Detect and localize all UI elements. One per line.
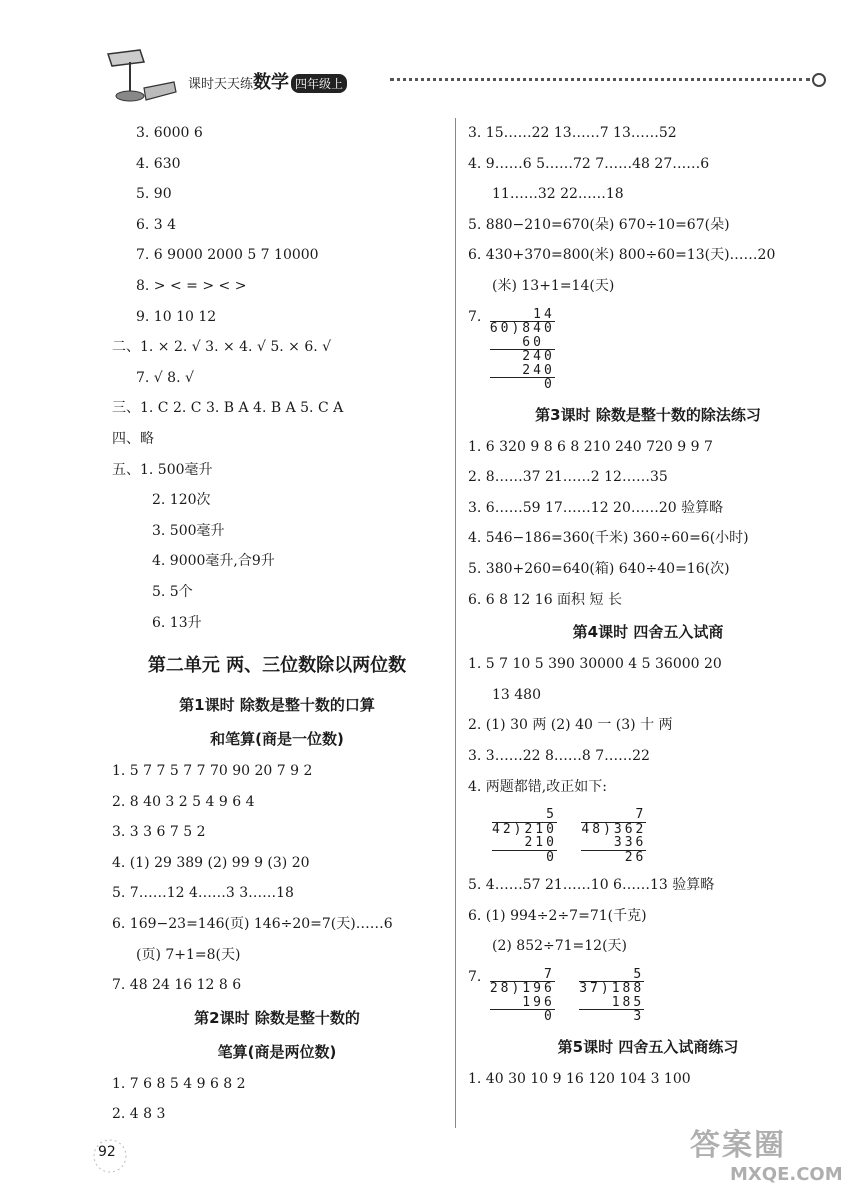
watermark-title: 答案圈 bbox=[690, 1128, 786, 1163]
remainder-line: 0 bbox=[489, 377, 555, 393]
quotient-line: 7 bbox=[489, 966, 555, 982]
long-division bbox=[581, 808, 646, 864]
lesson3-answers bbox=[468, 432, 828, 616]
remainder-line: 26 bbox=[581, 849, 647, 865]
long-division bbox=[579, 968, 644, 1024]
answer-row: 7. 6 9000 2000 5 7 10000 bbox=[136, 247, 319, 264]
long-division bbox=[492, 808, 557, 864]
answer-row: 5. 7……12 4……3 3……18 bbox=[112, 885, 294, 902]
dividend-line: 37)188 bbox=[579, 981, 645, 997]
answer-row: (2) 852÷71=12(天) bbox=[492, 938, 628, 955]
dividend-line: 60)840 bbox=[489, 321, 555, 337]
header-dotted-rule bbox=[390, 78, 810, 81]
long-division bbox=[490, 968, 555, 1024]
lesson-title: 第3课时 除数是整十数的除法练习 bbox=[535, 405, 761, 424]
page-header bbox=[100, 40, 820, 110]
answer-row: 7. 48 24 16 12 8 6 bbox=[112, 977, 242, 994]
lesson-title: 笔算(商是两位数) bbox=[217, 1042, 337, 1061]
unit-title: 第二单元 两、三位数除以两位数 bbox=[147, 655, 407, 677]
answer-row: 四、略 bbox=[112, 430, 154, 447]
answer-list-a bbox=[112, 118, 442, 332]
answer-row: 2. (1) 30 两 (2) 40 一 (3) 十 两 bbox=[468, 717, 673, 734]
division-step: 240 bbox=[489, 362, 555, 378]
answer-row: 4. (1) 29 389 (2) 99 9 (3) 20 bbox=[112, 854, 310, 871]
answer-row: 6. 3 4 bbox=[136, 216, 177, 233]
quotient-line: 5 bbox=[579, 966, 645, 982]
dividend-line: 48)362 bbox=[581, 821, 647, 837]
lesson5-answers bbox=[468, 1064, 828, 1095]
division-step: 336 bbox=[581, 835, 647, 851]
answer-row: 3. 3 3 6 7 5 2 bbox=[112, 824, 206, 841]
answer-row: (米) 13+1=14(天) bbox=[492, 277, 615, 294]
answer-row: 1. 5 7 10 5 390 30000 4 5 36000 20 bbox=[468, 656, 722, 673]
answer-row: 4. 两题都错,改正如下: bbox=[468, 778, 607, 795]
dividend-line: 42)210 bbox=[492, 821, 557, 837]
answer-row: 二、1. × 2. √ 3. × 4. √ 5. × 6. √ bbox=[112, 339, 332, 356]
answer-row: 5. 5个 bbox=[152, 583, 193, 600]
answer-row: 1. 40 30 10 9 16 120 104 3 100 bbox=[468, 1070, 691, 1087]
answer-row: 3. 3……22 8……8 7……22 bbox=[468, 747, 650, 764]
book-lamp-logo-icon bbox=[100, 48, 180, 108]
answer-row: 2. 8……37 21……2 12……35 bbox=[468, 469, 668, 486]
item-label: 7. bbox=[468, 968, 482, 985]
division-step: 196 bbox=[489, 994, 555, 1010]
long-division-7-pair bbox=[468, 962, 828, 1030]
lesson-title: 第4课时 四舍五入试商 bbox=[572, 623, 724, 642]
page-number: 92 bbox=[98, 1144, 116, 1160]
answer-row: 3. 6……59 17……12 20……20 验算略 bbox=[468, 499, 724, 516]
remainder-line: 3 bbox=[579, 1009, 645, 1025]
answer-row: 9. 10 10 12 bbox=[136, 308, 217, 325]
answer-row: 2. 4 8 3 bbox=[112, 1106, 166, 1123]
answer-row: 11……32 22……18 bbox=[492, 186, 624, 203]
answer-row: 4. 9000毫升,合9升 bbox=[152, 553, 275, 570]
answer-row: 2. 8 40 3 2 5 4 9 6 4 bbox=[112, 793, 255, 810]
answer-row: 3. 6000 6 bbox=[136, 125, 203, 141]
header-title bbox=[188, 68, 347, 94]
watermark-url: MXQE.COM bbox=[730, 1164, 843, 1185]
answer-row: 5. 380+260=640(箱) 640÷40=16(次) bbox=[468, 560, 730, 577]
answer-row: 7. √ 8. √ bbox=[136, 369, 194, 386]
answer-row: 5. 4……57 21……10 6……13 验算略 bbox=[468, 877, 715, 894]
lesson4-answers bbox=[468, 649, 828, 802]
remainder-line: 0 bbox=[489, 1009, 555, 1025]
answer-row: 三、1. C 2. C 3. B A 4. B A 5. C A bbox=[112, 400, 344, 417]
division-step: 240 bbox=[489, 349, 555, 365]
answer-row: 3. 15……22 13……7 13……52 bbox=[468, 125, 677, 141]
answer-list-b bbox=[112, 332, 442, 485]
answer-row: 6. 430+370=800(米) 800÷60=13(天)……20 bbox=[468, 247, 776, 264]
column-divider bbox=[455, 118, 456, 1128]
header-title-prefix: 课时天天练 bbox=[188, 77, 254, 92]
answer-row: 8. > < = > < > bbox=[136, 277, 247, 294]
answer-row: 6. 6 8 12 16 面积 短 长 bbox=[468, 591, 622, 608]
answer-row: 5. 90 bbox=[136, 186, 172, 203]
left-column bbox=[112, 118, 442, 1130]
item-label: 7. bbox=[468, 308, 482, 325]
answer-row: 2. 120次 bbox=[152, 492, 211, 509]
quotient-line: 5 bbox=[492, 807, 557, 823]
lesson2-answers bbox=[112, 1069, 442, 1130]
division-step: 60 bbox=[489, 334, 544, 350]
lesson4-answers-b bbox=[468, 870, 828, 962]
lesson1-answers bbox=[112, 756, 442, 1001]
lesson-title: 和笔算(商是一位数) bbox=[210, 730, 344, 749]
quotient-line: 14 bbox=[489, 306, 555, 322]
answer-row: 4. 630 bbox=[136, 155, 181, 172]
dividend-line: 28)196 bbox=[489, 981, 555, 997]
answer-row: 五、1. 500毫升 bbox=[112, 461, 213, 478]
watermark bbox=[690, 1120, 843, 1190]
answer-row: 1. 7 6 8 5 4 9 6 8 2 bbox=[112, 1075, 246, 1092]
header-end-dot bbox=[812, 73, 826, 87]
division-step: 210 bbox=[492, 835, 557, 851]
quotient-line: 7 bbox=[581, 807, 647, 823]
answer-row: 6. 169−23=146(页) 146÷20=7(天)……6 bbox=[112, 916, 393, 933]
remainder-line: 0 bbox=[492, 849, 557, 865]
division-step: 185 bbox=[579, 994, 645, 1010]
lesson-title: 第2课时 除数是整十数的 bbox=[194, 1008, 360, 1027]
long-division-7 bbox=[468, 302, 828, 398]
answer-row: 6. (1) 994÷2÷7=71(千克) bbox=[468, 907, 647, 924]
answer-list-right-a bbox=[468, 118, 828, 302]
answer-row: 5. 880−210=670(朵) 670÷10=67(朵) bbox=[468, 216, 730, 233]
grade-badge: 四年级上 bbox=[291, 74, 347, 93]
long-division-4-pair bbox=[468, 802, 828, 870]
answer-row: 3. 500毫升 bbox=[152, 522, 225, 539]
long-division bbox=[490, 308, 555, 392]
answer-row: 13 480 bbox=[492, 686, 541, 703]
page-number-badge bbox=[88, 1134, 140, 1178]
lesson-title: 第1课时 除数是整十数的口算 bbox=[179, 696, 375, 715]
answer-row: 1. 5 7 7 5 7 7 70 90 20 7 9 2 bbox=[112, 763, 313, 780]
answer-row: 4. 546−186=360(千米) 360÷60=6(小时) bbox=[468, 530, 749, 547]
lesson-title: 第5课时 四舍五入试商练习 bbox=[557, 1037, 739, 1056]
answer-row: 4. 9……6 5……72 7……48 27……6 bbox=[468, 155, 710, 172]
answer-list-c bbox=[112, 485, 442, 638]
answer-row: 6. 13升 bbox=[152, 614, 202, 631]
answer-row: 1. 6 320 9 8 6 8 210 240 720 9 9 7 bbox=[468, 438, 713, 455]
answer-row: (页) 7+1=8(天) bbox=[136, 946, 241, 963]
right-column bbox=[468, 118, 828, 1094]
header-subject: 数学 bbox=[253, 72, 290, 93]
